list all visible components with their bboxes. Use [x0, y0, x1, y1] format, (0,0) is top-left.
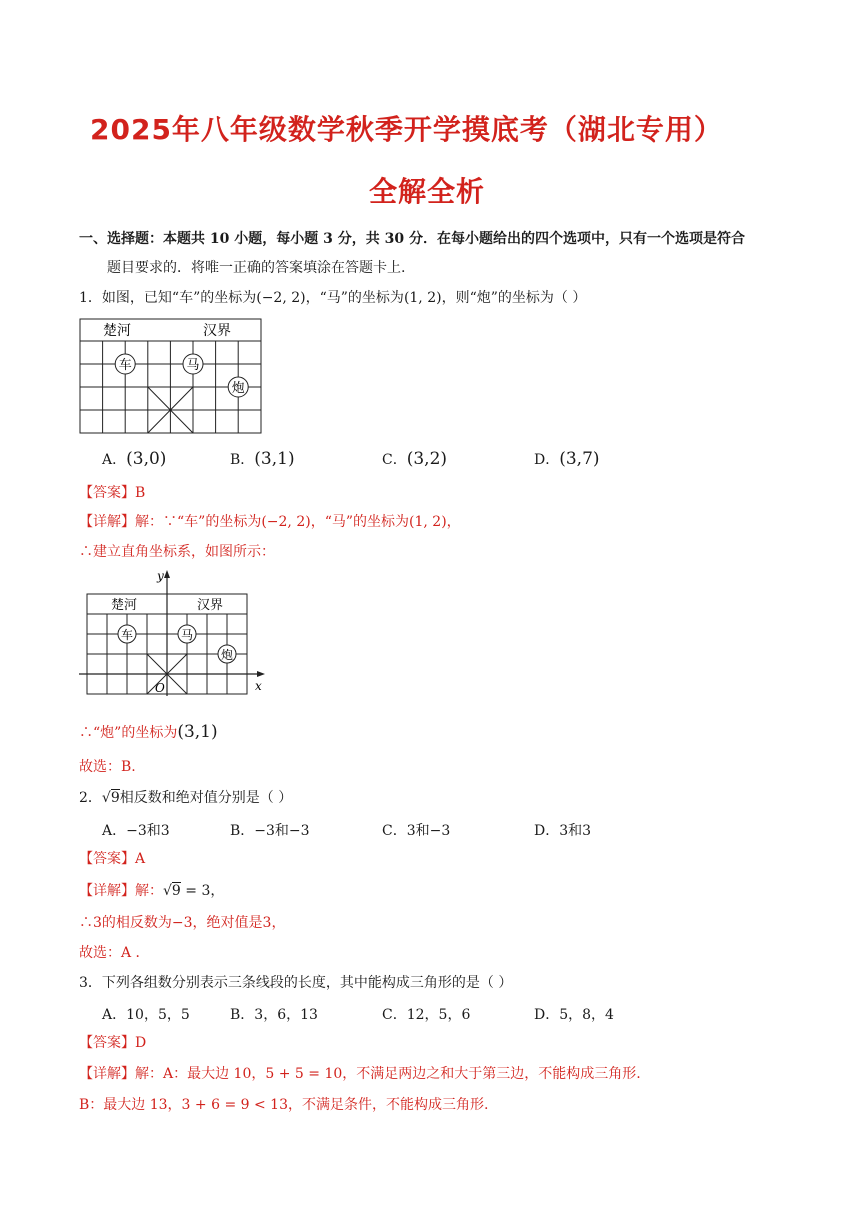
q3-detail-b: B：最大边 13，3 + 6 = 9 < 13，不满足条件，不能构成三角形. [79, 1097, 489, 1113]
piece-pao [228, 377, 248, 397]
x-axis-label: x [255, 679, 262, 693]
q2-option-a[interactable]: A．−3和3 [102, 823, 170, 839]
river-label-left: 楚河 [103, 323, 131, 339]
q1-option-b[interactable]: B．(3,1) [230, 449, 295, 469]
sqrt-symbol: √ [163, 883, 172, 899]
q3-option-a[interactable]: A．10，5，5 [102, 1007, 190, 1023]
piece-pao [218, 645, 236, 663]
q1-result: ∴“炮”的坐标为(3,1) [79, 722, 218, 742]
section-heading: 一、选择题：本题共 10 小题，每小题 3 分，共 30 分．在每小题给出的四个选项中，只有一个选项是符合 [79, 231, 745, 247]
svg-text:马: 马 [186, 358, 200, 373]
q1-detail: 【详解】解：∵“车”的坐标为(−2, 2)，“马”的坐标为(1, 2)， [79, 514, 461, 530]
q3-detail: 【详解】解：A：最大边 10，5 + 5 = 10，不满足两边之和大于第三边，不能构成三角形. [79, 1066, 641, 1082]
svg-text:马: 马 [180, 628, 194, 642]
q1-setup: ∴建立直角坐标系，如图所示： [79, 544, 275, 560]
svg-text:炮: 炮 [220, 648, 234, 662]
document-title: 2025年八年级数学秋季开学摸底考（湖北专用） [90, 113, 723, 146]
question-3-stem: 3．下列各组数分别表示三条线段的长度，其中能构成三角形的是（ ） [79, 975, 513, 991]
q1-option-d[interactable]: D．(3,7) [534, 449, 600, 469]
river-label-right: 汉界 [203, 323, 231, 339]
svg-text:车: 车 [120, 628, 134, 642]
q3-answer: 【答案】D [79, 1035, 147, 1051]
q1-option-a[interactable]: A．(3,0) [102, 449, 167, 469]
sqrt-symbol: √ [101, 790, 111, 806]
q2-answer: 【答案】A [79, 851, 146, 867]
q2-option-c[interactable]: C．3和−3 [382, 823, 451, 839]
q3-option-b[interactable]: B．3，6，13 [230, 1007, 318, 1023]
svg-text:车: 车 [118, 358, 132, 373]
svg-text:炮: 炮 [231, 381, 245, 396]
coordinate-board-figure [79, 568, 269, 698]
q2-option-b[interactable]: B．−3和−3 [230, 823, 310, 839]
piece-ma [183, 354, 203, 374]
q2-choose: 故选：A ． [79, 945, 150, 961]
section-heading-cont: 题目要求的．将唯一正确的答案填涂在答题卡上. [107, 260, 406, 276]
q2-option-d[interactable]: D．3和3 [534, 823, 592, 839]
document-subtitle: 全解全析 [369, 175, 486, 208]
origin-label: O [155, 681, 165, 695]
q2-detail-line2: ∴3的相反数为−3，绝对值是3， [79, 915, 286, 931]
question-1-stem: 1．如图，已知“车”的坐标为(−2, 2)，“马”的坐标为(1, 2)，则“炮”的坐标为（ ） [79, 290, 587, 306]
q3-option-d[interactable]: D．5，8，4 [534, 1007, 614, 1023]
piece-ma [178, 625, 196, 643]
q1-option-c[interactable]: C．(3,2) [382, 449, 448, 469]
river-label-left: 楚河 [111, 598, 138, 613]
q2-detail: 【详解】解：√9 = 3， [79, 883, 225, 899]
piece-che [115, 354, 135, 374]
q1-choose: 故选：B. [79, 759, 136, 775]
piece-che [118, 625, 136, 643]
y-axis-label: y [157, 569, 164, 583]
q3-option-c[interactable]: C．12，5，6 [382, 1007, 471, 1023]
q1-answer: 【答案】B [79, 485, 146, 501]
river-label-right: 汉界 [197, 598, 224, 613]
question-2-stem: 2．√9相反数和绝对值分别是（ ） [79, 790, 293, 806]
chess-board-figure [79, 318, 263, 436]
